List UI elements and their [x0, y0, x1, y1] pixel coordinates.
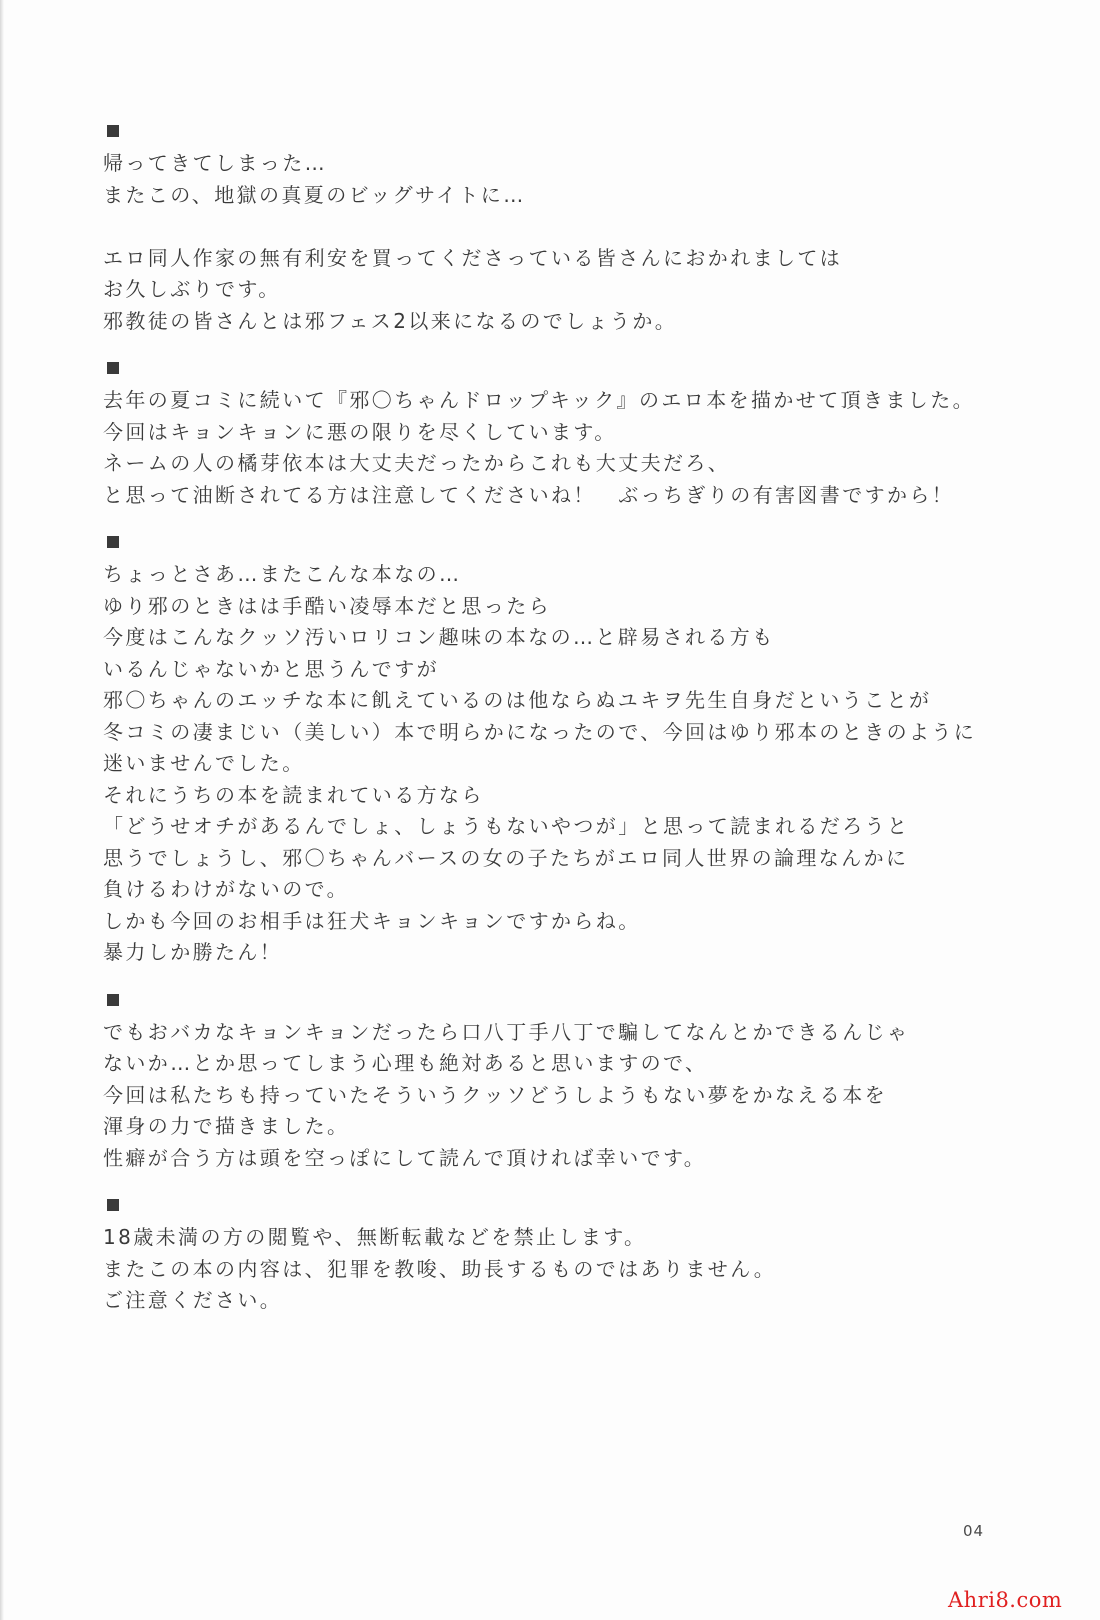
section-notice	[103, 1199, 1023, 1317]
section-explanation	[103, 536, 1023, 969]
text-line: いるんじゃないかと思うんですが	[103, 656, 439, 681]
text-line: ネームの人の橘芽依本は大丈夫だったからこれも大丈夫だろ、	[103, 451, 731, 475]
text-line: エロ同人作家の無有利安を買ってくださっている皆さんにおかれましては	[103, 245, 843, 270]
text-line: 迷いませんでした。	[103, 751, 305, 775]
section-bullet-icon	[107, 994, 119, 1006]
text-line: ご注意ください。	[103, 1288, 283, 1312]
text-line: ないか…とか思ってしまう心理も絶対あると思いますので、	[103, 1051, 708, 1075]
text-line: しかも今回のお相手は狂犬キョンキョンですからね。	[103, 908, 641, 933]
text-line: 帰ってきてしまった…	[103, 151, 327, 175]
text-line: 「どうせオチがあるんでしょ、しょうもないやつが」と思って読まれるだろうと	[103, 814, 910, 838]
text-line: 渾身の力で描きました。	[103, 1114, 350, 1138]
text-line: またこの本の内容は、犯罪を教唆、助長するものではありません。	[103, 1256, 777, 1281]
text-line: 暴力しか勝たん！	[103, 940, 283, 964]
blank-line	[103, 211, 1023, 243]
text-line: でもおバカなキョンキョンだったら口八丁手八丁で騙してなんとかできるんじゃ	[103, 1019, 910, 1044]
site-watermark: Ahri8.com	[948, 1588, 1063, 1612]
section-bullet-icon	[107, 362, 119, 374]
section-bullet-icon	[107, 125, 119, 137]
text-line: 去年の夏コミに続いて『邪〇ちゃんドロップキック』のエロ本を描かせて頂きました。	[103, 388, 975, 412]
section-dream	[103, 994, 1023, 1175]
page-number: 04	[963, 1522, 985, 1540]
text-line: またこの、地獄の真夏のビッグサイトに…	[103, 182, 526, 207]
text-line: 負けるわけがないので。	[103, 877, 349, 901]
text-line: 今回はキョンキョンに悪の限りを尽くしています。	[103, 419, 617, 444]
section-book-intro	[103, 362, 1023, 511]
text-line: お久しぶりです。	[103, 277, 281, 301]
page-edge-shadow	[0, 0, 4, 1620]
text-line: 邪〇ちゃんのエッチな本に飢えているのは他ならぬユキヲ先生自身だということが	[103, 688, 932, 712]
section-return	[103, 125, 1023, 337]
text-line: 思うでしょうし、邪〇ちゃんバースの女の子たちがエロ同人世界の論理なんかに	[103, 845, 909, 870]
text-line: ゆり邪のときはは手酷い凌辱本だと思ったら	[103, 593, 551, 618]
afterword-text	[103, 125, 1023, 1342]
text-line: 今度はこんなクッソ汚いロリコン趣味の本なの…と辟易される方も	[103, 625, 775, 649]
text-line: 性癖が合う方は頭を空っぽにして読んで頂ければ幸いです。	[103, 1145, 707, 1170]
text-line: 邪教徒の皆さんとは邪フェス2以来になるのでしょうか。	[103, 308, 678, 333]
section-bullet-icon	[107, 1199, 119, 1211]
text-line: 18歳未満の方の閲覧や、無断転載などを禁止します。	[103, 1225, 647, 1249]
section-bullet-icon	[107, 536, 119, 548]
text-line: 今回は私たちも持っていたそういうクッソどうしようもない夢をかなえる本を	[103, 1082, 887, 1107]
text-line: 冬コミの凄まじい（美しい）本で明らかになったので、今回はゆり邪本のときのように	[103, 719, 977, 744]
text-line: ちょっとさあ…またこんな本なの…	[103, 562, 462, 586]
text-line: と思って油断されてる方は注意してくださいね！ ぶっちぎりの有害図書ですから！	[103, 482, 955, 507]
text-line: それにうちの本を読まれている方なら	[103, 782, 484, 807]
